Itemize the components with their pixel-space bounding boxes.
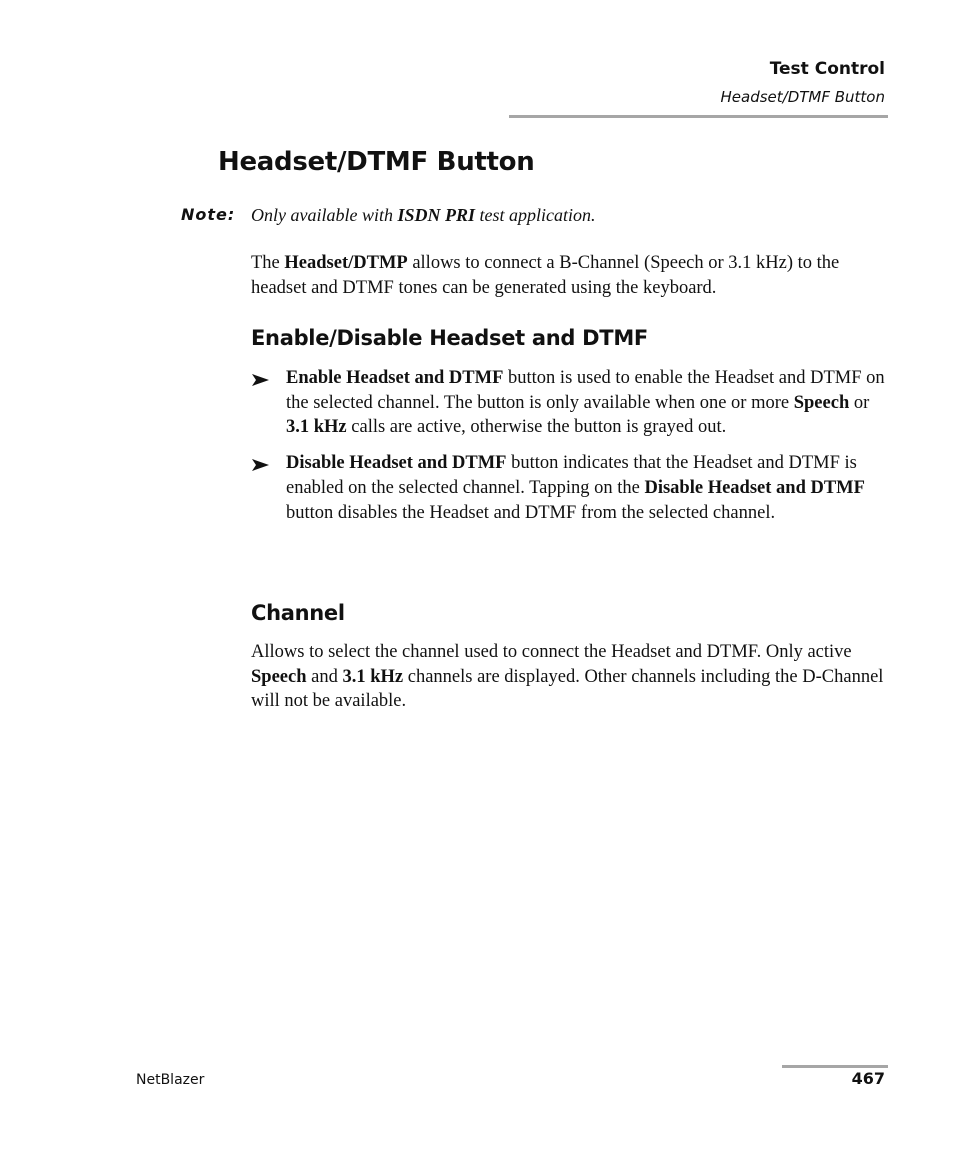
bullet-1-text-2: or (849, 392, 870, 413)
bullet-list (251, 366, 891, 536)
running-header-title: Test Control (769, 59, 885, 79)
bullet-2-text-1: button indicates that the Headset and DTMF is enabled on the selected channel. Tapping on the (286, 453, 857, 498)
arrow-bullet-icon (251, 451, 271, 476)
bullet-1-text-1: button is used to enable the Headset and DTMF on the selected channel. The button is only available when one or more (286, 368, 885, 413)
bullet-2-bold-2: Disable Headset and DTMF (644, 477, 865, 498)
page-number: 467 (851, 1069, 885, 1088)
section-heading-enable-disable: Enable/Disable Headset and DTMF (251, 326, 648, 350)
header-rule (509, 115, 888, 118)
section-heading-channel: Channel (251, 601, 345, 625)
bullet-1-bold-1: Enable Headset and DTMF (286, 368, 504, 388)
channel-paragraph (251, 640, 891, 714)
bullet-2-text-2: button disables the Headset and DTMF from the selected channel. (286, 502, 776, 523)
note-label: Note: (181, 205, 236, 224)
channel-text-1: Allows to select the channel used to connect the Headset and DTMF. Only active (251, 642, 852, 662)
list-item (251, 366, 891, 440)
footer-rule (782, 1065, 888, 1068)
intro-bold: Headset/DTMP (284, 253, 408, 273)
page-title: Headset/DTMF Button (218, 147, 535, 177)
note-text-bold: ISDN PRI (397, 205, 476, 225)
bullet-1-text-3: calls are active, otherwise the button is grayed out. (346, 417, 727, 438)
bullet-1-bold-3: 3.1 kHz (286, 417, 347, 438)
intro-rest: allows to connect a B-Channel (Speech or 3.1 kHz) to the headset and DTMF tones can be generated using the keyboard. (251, 253, 840, 298)
footer-product-name: NetBlazer (136, 1072, 205, 1088)
running-header-subtitle: Headset/DTMF Button (720, 88, 885, 106)
channel-bold-1: Speech (251, 666, 307, 687)
channel-text-3: channels are displayed. Other channels including the D-Channel will not be available. (251, 666, 884, 712)
note-text-before: Only available with (251, 205, 398, 225)
note-text-after: test application. (475, 205, 596, 225)
channel-bold-2: 3.1 kHz (342, 666, 404, 687)
arrow-bullet-icon (251, 366, 271, 391)
bullet-2-bold-1: Disable Headset and DTMF (286, 453, 507, 474)
list-item (251, 451, 891, 525)
intro-prefix: The (251, 253, 285, 273)
channel-text-2: and (306, 666, 343, 687)
bullet-1-bold-2: Speech (793, 392, 850, 413)
note-text (251, 204, 596, 226)
intro-paragraph (251, 251, 891, 300)
